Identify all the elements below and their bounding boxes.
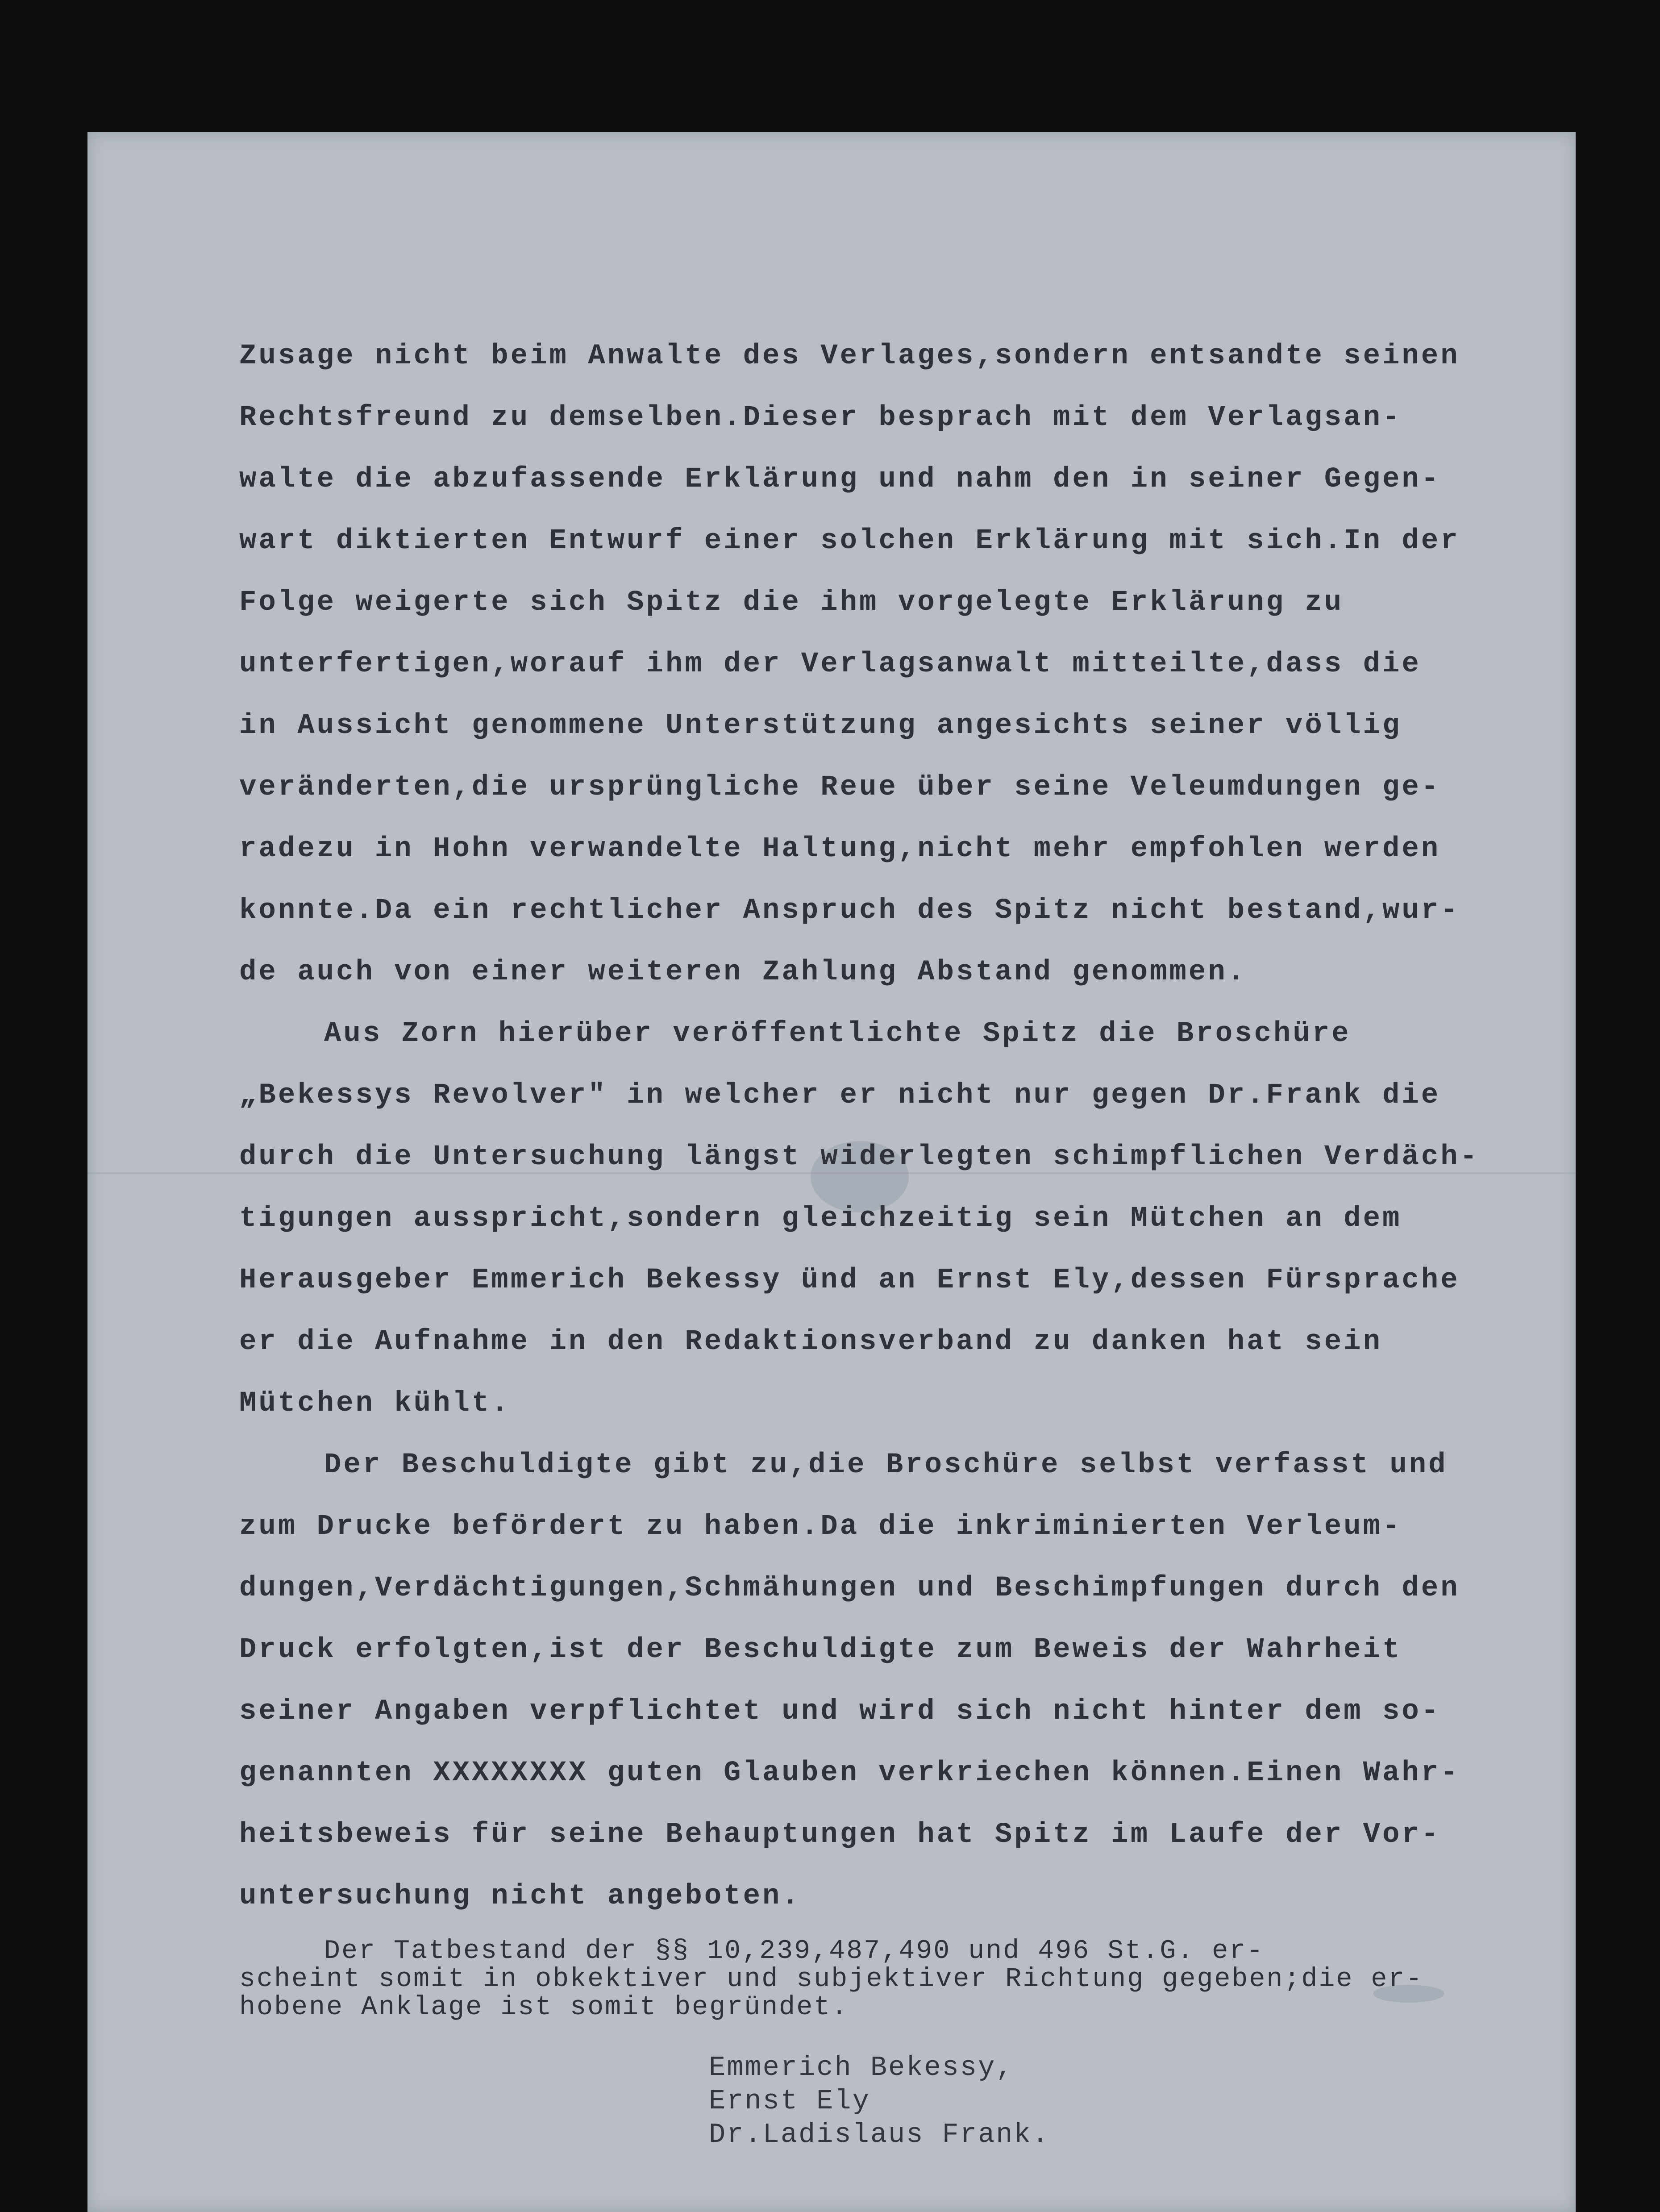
paragraph-1-line-3: walte die abzufassende Erklärung und nahm den in seiner Gegen- (239, 463, 1441, 496)
paragraph-3-line-3: dungen,Verdächtigungen,Schmähungen und Beschimpfungen durch den (239, 1572, 1460, 1604)
document-page (87, 132, 1576, 2212)
paragraph-1-line-5: Folge weigerte sich Spitz die ihm vorgelegte Erklärung zu (239, 587, 1344, 619)
paragraph-3-line-6: genannten XXXXXXXX guten Glauben verkriechen können.Einen Wahr- (239, 1757, 1460, 1789)
paragraph-1-line-2: Rechtsfreund zu demselben.Dieser besprach mit dem Verlagsan- (239, 402, 1402, 434)
signatory-2: Ernst Ely (709, 2085, 870, 2117)
paragraph-2-line-1: Aus Zorn hierüber veröffentlichte Spitz die Broschüre (324, 1018, 1351, 1050)
paragraph-2-line-2: „Bekessys Revolver" in welcher er nicht nur gegen Dr.Frank die (239, 1079, 1441, 1112)
signatory-1: Emmerich Bekessy, (709, 2052, 1014, 2083)
paragraph-2-line-7: Mütchen kühlt. (239, 1387, 511, 1420)
paragraph-1-line-4: wart diktierten Entwurf einer solchen Erklärung mit sich.In der (239, 525, 1460, 557)
paragraph-4-line-2: scheint somit in obkektiver und subjektiver Richtung gegeben;die er- (239, 1964, 1423, 1995)
paragraph-1-line-10: konnte.Da ein rechtlicher Anspruch des Spitz nicht bestand,wur- (239, 895, 1460, 927)
paragraph-3-line-2: zum Drucke befördert zu haben.Da die inkriminierten Verleum- (239, 1511, 1402, 1543)
paragraph-1-line-8: veränderten,die ursprüngliche Reue über seine Veleumdungen ge- (239, 771, 1441, 804)
paragraph-1-line-1: Zusage nicht beim Anwalte des Verlages,sondern entsandte seinen (239, 340, 1460, 372)
paragraph-3-line-4: Druck erfolgten,ist der Beschuldigte zum Beweis der Wahrheit (239, 1634, 1402, 1666)
paragraph-3-line-7: heitsbeweis für seine Behauptungen hat Spitz im Laufe der Vor- (239, 1819, 1441, 1851)
paragraph-3-line-1: Der Beschuldigte gibt zu,die Broschüre selbst verfasst und (324, 1449, 1448, 1481)
paragraph-1-line-7: in Aussicht genommene Unterstützung angesichts seiner völlig (239, 710, 1402, 742)
paragraph-3-line-8: untersuchung nicht angeboten. (239, 1880, 801, 1912)
typed-text (87, 132, 1576, 2212)
paragraph-4-line-1: Der Tatbestand der §§ 10,239,487,490 und 496 St.G. er- (324, 1936, 1265, 1966)
paragraph-3-line-5: seiner Angaben verpflichtet und wird sich nicht hinter dem so- (239, 1695, 1441, 1728)
signatory-3: Dr.Ladislaus Frank. (709, 2119, 1050, 2150)
paragraph-1-line-6: unterfertigen,worauf ihm der Verlagsanwalt mitteilte,dass die (239, 648, 1421, 680)
paragraph-1-line-9: radezu in Hohn verwandelte Haltung,nicht mehr empfohlen werden (239, 833, 1441, 865)
paragraph-2-line-5: Herausgeber Emmerich Bekessy ünd an Ernst Ely,dessen Fürsprache (239, 1264, 1460, 1296)
paragraph-2-line-4: tigungen ausspricht,sondern gleichzeitig sein Mütchen an dem (239, 1203, 1402, 1235)
paragraph-4-line-3: hobene Anklage ist somit begründet. (239, 1992, 849, 2023)
paragraph-2-line-3: durch die Untersuchung längst widerlegten schimpflichen Verdäch- (239, 1141, 1479, 1173)
paragraph-2-line-6: er die Aufnahme in den Redaktionsverband zu danken hat sein (239, 1326, 1382, 1358)
paragraph-1-line-11: de auch von einer weiteren Zahlung Abstand genommen. (239, 956, 1247, 988)
